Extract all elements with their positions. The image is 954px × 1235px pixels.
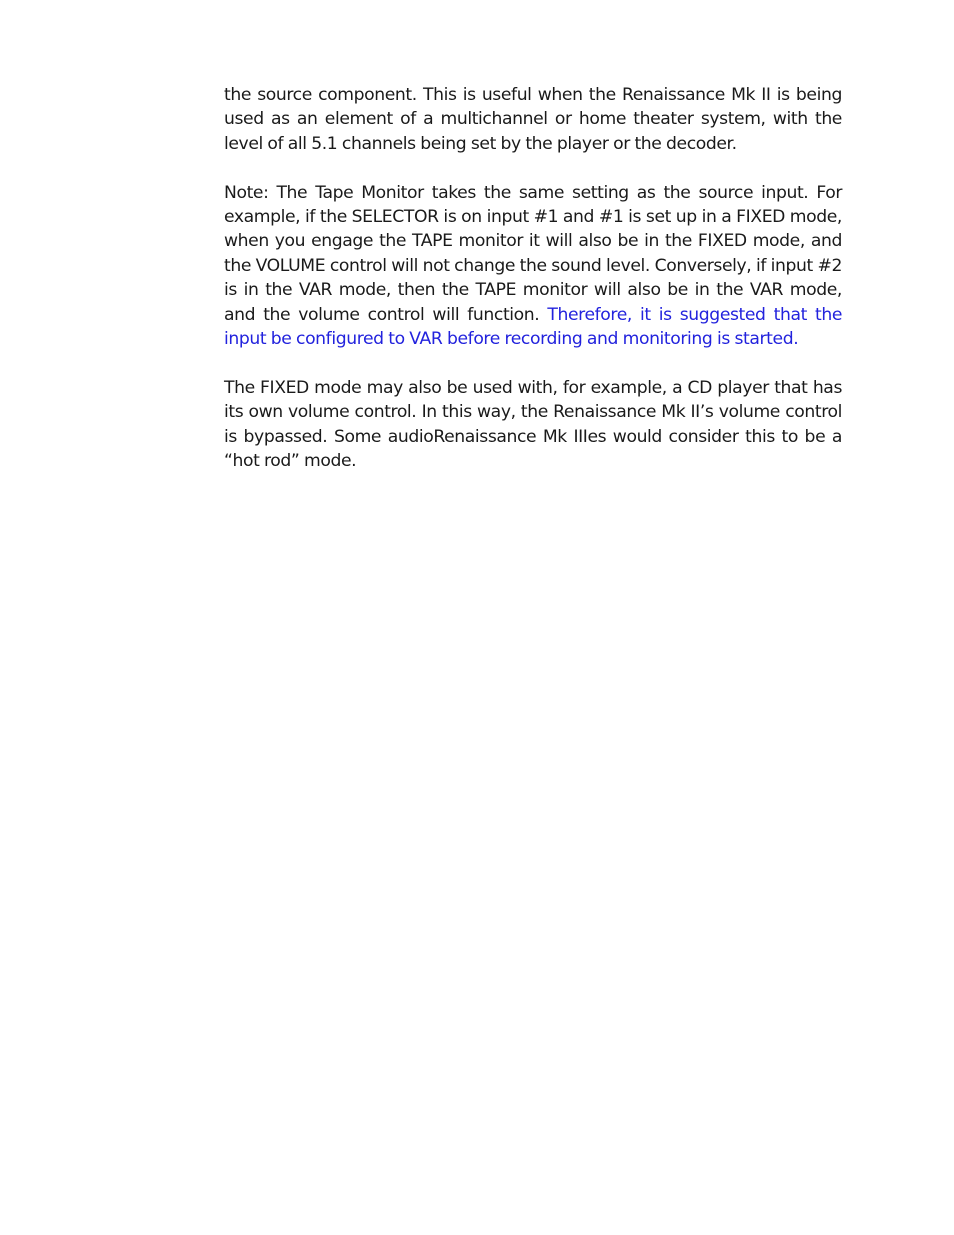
paragraph-text: the source component. This is useful when the Renaissance Mk II is being used as an element of a multichannel or home theater system, with the level of all 5.1 channels being set by the player or the decoder. — [224, 85, 842, 154]
paragraph-text: Note: The Tape Monitor takes the same setting as the source input. For example, if the SELECTOR is on input #1 and #1 is set up in a FIXED mode, when you engage the TAPE monitor it will also be in the FIXED mode, and the VOLUME control will not change the sound level. Conversely, if input #2 is in the VAR mode, then the TAPE monitor will also be in the VAR mode, and the volume control will function. — [224, 182, 842, 325]
document-body — [224, 83, 842, 498]
paragraph-source-component — [224, 83, 842, 156]
highlighted-recommendation: Therefore, it is suggested that the input be configured to VAR before recording and monitoring is started. — [224, 304, 842, 350]
paragraph-text: The FIXED mode may also be used with, for example, a CD player that has its own volume control. In this way, the Renaissance Mk II’s volume control is bypassed. Some audioRenaissance Mk IIIes would consider this to be a “hot rod” mode. — [224, 377, 842, 472]
paragraph-fixed-mode — [224, 376, 842, 474]
paragraph-tape-monitor-note — [224, 181, 842, 352]
